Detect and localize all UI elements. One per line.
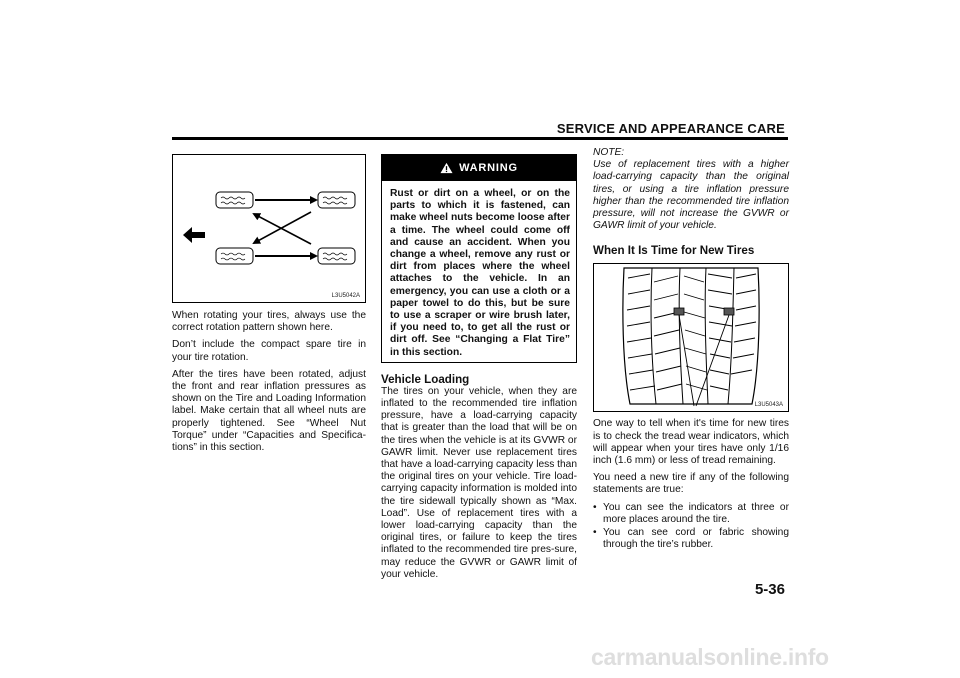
warning-box [381, 154, 577, 363]
tire-rear-right [318, 248, 355, 264]
note-text: Use of replacement tires with a higher load-carrying capacity than the original tires, or using a tire inflation pressure higher than the recommended tire inflation pressure, will not increase the GVWR or GAWR limit of your vehicle. [593, 159, 789, 232]
column-left [172, 154, 366, 459]
warning-header [382, 155, 576, 181]
warning-label: WARNING [459, 162, 518, 174]
tread-wear-figure [593, 263, 789, 412]
wear-indicator-left [674, 308, 684, 315]
tire-front-left [216, 192, 253, 208]
page-number: 5-36 [754, 581, 785, 598]
section-title: SERVICE AND APPEARANCE CARE [556, 121, 785, 136]
note-label: NOTE: [593, 147, 625, 158]
tire-rotation-diagram [173, 155, 365, 302]
paragraph: One way to tell when it's time for new tires is to check the tread wear indicators, which will appear when your tires have only 1/16 inch (1.6 mm) or less of tread remaining. [593, 418, 789, 467]
column-middle [381, 154, 577, 586]
paragraph: After the tires have been rotated, adjust the front and rear inflation pressures as shown on the Tire and Loading Information label. Make certain that all wheel nuts are properly tightened. See “Wheel Nut Torque” under “Capacities and Specifica-tions” in this section. [172, 368, 366, 454]
paragraph: When rotating your tires, always use the correct rotation pattern shown here. [172, 310, 366, 334]
paragraph: Don’t include the compact spare tire in your tire rotation. [172, 339, 366, 363]
bullet-list [593, 502, 789, 552]
paragraph: You need a new tire if any of the following statements are true: [593, 472, 789, 496]
paragraph: The tires on your vehicle, when they are inflated to the recommended tire inflation pressure, have a load-carrying capacity that is greater than the load that will be on the tires when the vehicle is at its GVWR or GAWR limit. Never use replacement tires that have a load-carrying capacity less than the original tires on your vehicle. Tire load-carrying capacity information is molded into the tire sidewall typically shown as “Max. Load”. Use of replacement tires with a lower load-carrying capacity than the original tires, or failure to keep the tires inflated to the recommended tire pres-sure, may reduce the GVWR or GAWR limit of your vehicle. [381, 385, 577, 580]
list-item: • You can see cord or fabric showing through the tire’s rubber. [593, 527, 789, 551]
warning-triangle-icon [440, 162, 453, 174]
warning-text: Rust or dirt on a wheel, or on the parts to which it is fastened, can make wheel nuts become loose after a time. The wheel could come off and cause an accident. When you change a wheel, remove any rust or dirt from places where the wheel attaches to the vehicle. In an emergency, you can use a cloth or a paper towel to do this, but be sure to use a scraper or wire brush later, if you need to, to get all the rust or dirt off. See “Changing a Flat Tire” in this section. [390, 188, 570, 358]
header-rule [172, 137, 788, 140]
list-item: • You can see the indicators at three or more places around the tire. [593, 502, 789, 526]
tire-front-right [318, 192, 355, 208]
tire-rotation-figure [172, 154, 366, 303]
section-heading: Vehicle Loading [381, 372, 470, 386]
wear-indicator-right [724, 308, 734, 315]
watermark-url: carmanualsonline.info [591, 644, 829, 670]
figure-code: L3U5042A [331, 293, 360, 299]
tread-wear-indicator-diagram [594, 264, 788, 411]
column-right [593, 147, 789, 552]
figure-code: L3U5043A [754, 402, 783, 409]
front-direction-arrow [183, 227, 205, 243]
section-heading: When It Is Time for New Tires [593, 244, 755, 258]
tire-rear-left [216, 248, 253, 264]
